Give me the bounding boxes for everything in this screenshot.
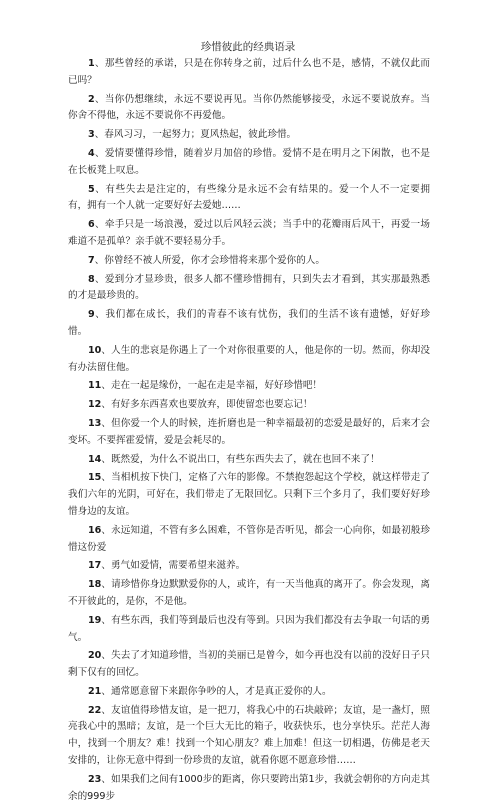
quote-item	[68, 416, 430, 450]
quote-text: 、爱情要懂得珍惜，随着岁月加倍的珍惜。爱情不是在明月之下闲散，也不是在长板凳上叹息。	[68, 147, 430, 176]
quote-item	[68, 523, 430, 557]
quote-item	[68, 146, 430, 180]
quote-item	[68, 56, 430, 90]
quote-text: 、有好多东西喜欢也要放弃，即使留恋也要忘记！	[101, 399, 313, 411]
quote-text: 、有些东西，我们等到最后也没有等到。只因为我们都没有去争取一句话的勇气。	[68, 614, 430, 643]
quote-item	[68, 452, 430, 469]
quote-text: 、那些曾经的承诺，只是在你转身之前，过后什么也不是，感情，不就仅此而已吗？	[68, 58, 430, 86]
quote-text: 、通常愿意留下来跟你争吵的人，才是真正爱你的人。	[101, 685, 332, 697]
quote-number: 4	[88, 147, 95, 159]
quote-item	[68, 253, 430, 270]
quote-text: 、走在一起是缘份，一起在走是幸福，好好珍惜吧！	[101, 380, 323, 392]
quote-text: 、如果我们之间有1000步的距离，你只要跨出第1步，我就会朝你的方向走其余的999步	[68, 773, 430, 802]
quote-item	[68, 703, 430, 770]
quote-number: 2	[88, 93, 95, 105]
quote-item	[68, 343, 430, 377]
quote-text: 、友谊值得珍惜友谊，是一把刀，将我心中的石块敲碎；友谊，是一盏灯，照亮我心中的黑暗；友谊，是一个巨大无比的箱子，收获快乐，也分享快乐。茫茫人海中，找到一个朋友？难！找到一个知心朋友？难上加难！但这一切相遇，仿佛是老天安排的，让你无意中得到一份珍贵的友谊，就看你愿不愿意珍惜……	[68, 704, 430, 767]
quote-item	[68, 577, 430, 611]
quote-number: 9	[88, 309, 95, 321]
quote-text: 、牵手只是一场浪漫，爱过以后风轻云淡；当手中的花瓣雨后风干，再爱一场难道不是孤单？亲手就不要轻易分手。	[68, 219, 430, 247]
quote-text: 、既然爱，为什么不说出口，有些东西失去了，就在也回不来了！	[101, 453, 380, 465]
quote-text: 、有些失去是注定的，有些缘分是永远不会有结果的。爱一个人不一定要拥有，拥有一个人就一定要好好去爱她……	[68, 183, 430, 212]
quote-text: 、你曾经不被人所爱，你才会珍惜将来那个爱你的人。	[94, 254, 325, 266]
quote-item	[68, 182, 430, 216]
quote-number: 19	[88, 614, 102, 626]
quote-number: 10	[88, 344, 102, 356]
quote-number: 13	[88, 417, 102, 429]
quote-number: 16	[88, 524, 102, 536]
quote-text: 、永远知道，不管有多么困难，不管你是否听见，都会一心向你，如最初般珍惜这份爱	[68, 524, 430, 553]
quote-item	[68, 613, 430, 647]
quote-item	[68, 648, 430, 682]
quote-number: 23	[88, 773, 102, 785]
quote-number: 12	[88, 399, 102, 411]
quote-number: 6	[88, 219, 95, 231]
quote-text: 、春风习习，一起努力；夏风热起，彼此珍惜。	[94, 129, 297, 141]
quote-number: 20	[88, 650, 102, 662]
quote-number: 11	[88, 380, 102, 392]
quote-item	[68, 772, 430, 806]
quote-item	[68, 558, 430, 575]
quote-item	[68, 307, 430, 341]
quote-item	[68, 272, 430, 306]
quote-text: 、请珍惜你身边默默爱你的人，或许，有一天当他真的离开了。你会发现，离不开彼此的，是你，不是他。	[68, 579, 430, 607]
quote-number: 14	[88, 453, 102, 465]
quote-number: 3	[88, 129, 95, 141]
quote-number: 21	[88, 685, 102, 697]
quote-text: 、人生的悲哀是你遇上了一个对你很重要的人，他是你的一切。然而，你却没有办法留住他。	[68, 344, 430, 373]
quote-text: 、我们都在成长，我们的青春不该有忧伤，我们的生活不该有遗憾，好好珍惜。	[68, 309, 430, 337]
document-title: 珍惜彼此的经典语录	[200, 41, 296, 53]
quote-item	[68, 92, 430, 126]
quote-item	[68, 397, 430, 414]
quote-item	[68, 217, 430, 251]
quote-text: 、但你爱一个人的时候，连折磨也是一种幸福最初的恋爱是最好的，后来才会变坏。不要挥霍爱情，爱是会耗尽的。	[68, 417, 430, 446]
quote-number: 22	[88, 704, 102, 716]
quote-text: 、失去了才知道珍惜，当初的美丽已是曾今，如今再也没有以前的没好日子只剩下仅有的回忆。	[68, 650, 430, 679]
quote-text: 、勇气如爱情，需要希望来滋养。	[101, 560, 246, 572]
quote-text: 、当相机按下快门，定格了六年的影像。不禁抱怨起这个学校，就这样带走了我们六年的光阴，可好在，我们带走了无限回忆。只剩下三个多月了，我们要好好珍惜身边的友谊。	[68, 472, 430, 517]
quote-number: 7	[88, 254, 95, 266]
quote-text: 、当你仍想继续，永远不要说再见。当你仍然能够接受，永远不要说放弃。当你舍不得他，永远不要说你不再爱他。	[68, 93, 430, 122]
quote-number: 5	[88, 183, 95, 195]
quote-item	[68, 127, 430, 144]
quote-item	[68, 470, 430, 520]
quote-item	[68, 684, 430, 701]
quote-item	[68, 378, 430, 395]
quote-number: 8	[88, 273, 95, 285]
quote-text: 、爱到分才显珍贵，很多人都不懂珍惜拥有，只到失去才看到，其实那最熟悉的才是最珍贵的。	[68, 273, 430, 302]
quote-list	[68, 56, 430, 807]
quote-number: 18	[88, 579, 102, 591]
quote-number: 17	[88, 560, 102, 572]
quote-number: 1	[88, 58, 95, 69]
quote-number: 15	[88, 472, 102, 484]
